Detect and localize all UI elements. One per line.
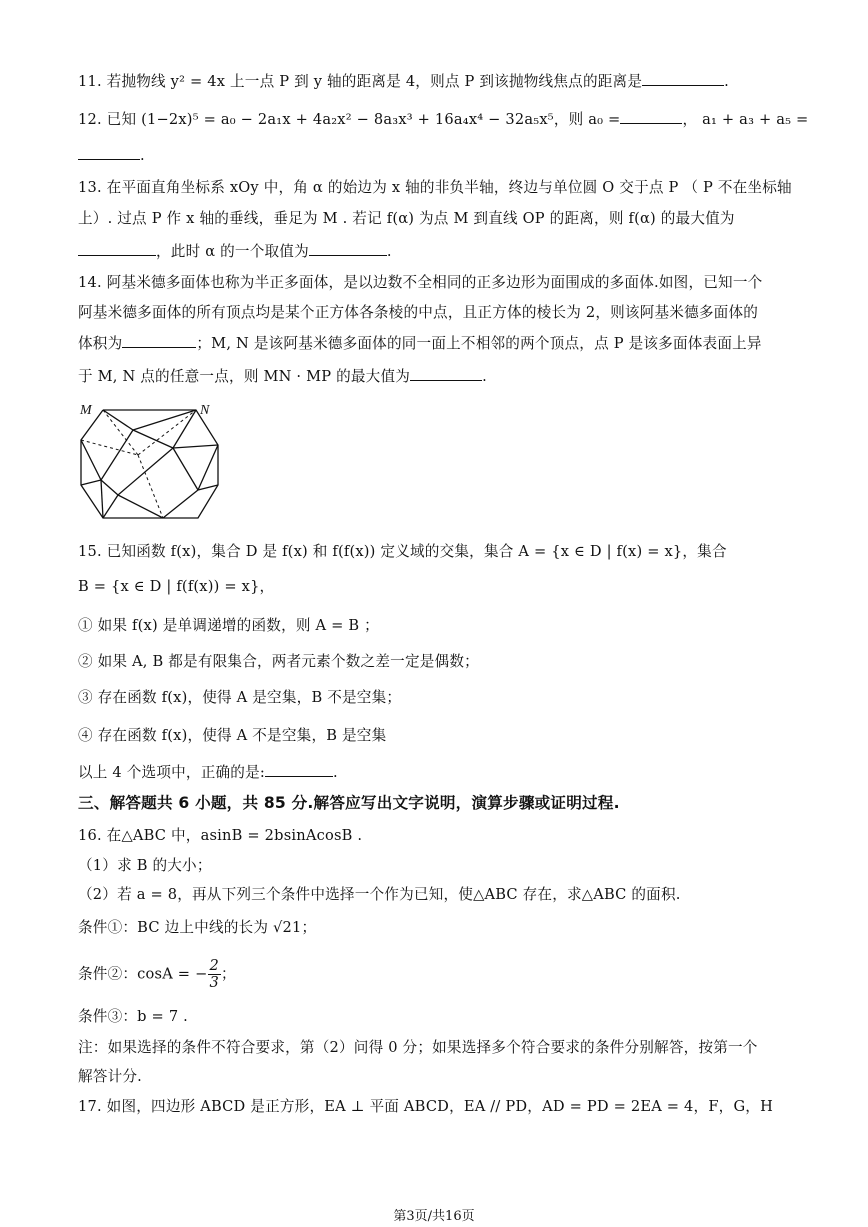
question-13-line-3 — [78, 241, 790, 262]
question-12-mid: ， a₁ + a₃ + a₅ = — [682, 111, 809, 128]
fraction-numerator: 2 — [209, 957, 219, 974]
answer-blank — [78, 241, 156, 256]
answer-blank — [265, 762, 333, 777]
note-line-2: 解答计分. — [78, 1068, 143, 1085]
note-line-1: 注：如果选择的条件不符合要求，第（2）问得 0 分；如果选择多个符合要求的条件分别解答，按第一个 — [78, 1039, 758, 1056]
hidden-edge — [138, 455, 163, 518]
edge — [173, 448, 198, 490]
question-16-part-1: （1）求 B 的大小； — [78, 857, 212, 874]
question-15-option-2: ② 如果 A, B 都是有限集合，两者元素个数之差一定是偶数； — [78, 653, 479, 670]
answer-blank — [122, 333, 196, 348]
question-11 — [78, 71, 790, 92]
condition-2-text: 条件②：cosA = − — [78, 965, 208, 983]
question-12-text: 12. 已知 (1−2x)⁵ = a₀ − 2a₁x + 4a₂x² − 8a₃x³ + 16a₄x⁴ − 32a₅x⁵，则 a₀ = — [78, 111, 621, 128]
question-14-line-4 — [78, 366, 790, 387]
edge — [101, 430, 133, 480]
period: . — [724, 73, 729, 90]
question-17: 17. 如图，四边形 ABCD 是正方形，EA ⊥ 平面 ABCD，EA // PD，AD = PD = 2EA = 4，F，G，H — [78, 1098, 774, 1115]
edge — [103, 410, 133, 430]
question-16-part-2: （2）若 a = 8，再从下列三个条件中选择一个作为已知，使△ABC 存在，求△ABC 的面积. — [78, 886, 681, 903]
cuboctahedron-figure — [78, 400, 223, 525]
answer-blank — [309, 241, 387, 256]
question-14-max: 于 M, N 点的任意一点，则 MN · MP 的最大值为 — [78, 368, 411, 385]
question-12-cont — [78, 145, 790, 166]
question-15-line-2: B = {x ∈ D | f(f(x)) = x}， — [78, 578, 275, 595]
condition-2-end: ； — [221, 965, 236, 983]
condition-3: 条件③：b = 7 . — [78, 1008, 188, 1025]
period: . — [386, 243, 392, 260]
question-14-line-1: 14. 阿基米德多面体也称为半正多面体，是以边数不全相同的正多边形为面围成的多面体.如图，已知一个 — [78, 274, 763, 291]
answer-blank — [78, 145, 140, 160]
question-14-mn: ；M, N 是该阿基米德多面体的同一面上不相邻的两个顶点，点 P 是该多面体表面上异 — [196, 335, 762, 352]
fraction-denominator: 3 — [209, 974, 219, 991]
answer-blank — [642, 71, 724, 86]
answer-blank — [410, 366, 482, 381]
question-11-text: 11. 若抛物线 y² = 4x 上一点 P 到 y 轴的距离是 4，则点 P 到该抛物线焦点的距离是 — [78, 73, 643, 90]
edge — [198, 445, 218, 490]
question-15-line-1: 15. 已知函数 f(x)，集合 D 是 f(x) 和 f(f(x)) 定义域的交集，集合 A = {x ∈ D | f(x) = x}，集合 — [78, 543, 727, 560]
question-13-line-1: 13. 在平面直角坐标系 xOy 中，角 α 的始边为 x 轴的非负半轴，终边与单位圆 O 交于点 P （ P 不在坐标轴 — [78, 179, 792, 196]
question-13-line-2: 上）. 过点 P 作 x 轴的垂线，垂足为 M . 若记 f(α) 为点 M 到直线 OP 的距离，则 f(α) 的最大值为 — [78, 210, 735, 227]
period: . — [333, 764, 338, 781]
question-15-option-3: ③ 存在函数 f(x)，使得 A 是空集，B 不是空集； — [78, 689, 402, 706]
hidden-edge — [81, 440, 138, 455]
answer-blank — [620, 109, 682, 124]
edge — [81, 440, 101, 480]
question-12 — [78, 109, 809, 130]
question-14-volume: 体积为 — [78, 335, 123, 352]
hidden-edge — [138, 410, 196, 455]
label-m: M — [80, 403, 92, 418]
edge — [133, 410, 196, 430]
edge — [101, 480, 103, 518]
edge — [118, 495, 163, 518]
question-15-ask — [78, 762, 790, 783]
question-14-line-2: 阿基米德多面体的所有顶点均是某个正方体各条棱的中点，且正方体的棱长为 2，则该阿基米德多面体的 — [78, 304, 759, 321]
section-3-heading: 三、解答题共 6 小题，共 85 分.解答应写出文字说明，演算步骤或证明过程. — [78, 794, 620, 812]
edge — [103, 495, 118, 518]
fraction — [208, 958, 222, 991]
edge — [118, 448, 173, 495]
question-16: 16. 在△ABC 中，asinB = 2bsinAcosB . — [78, 827, 363, 844]
condition-2 — [78, 958, 790, 991]
edge — [173, 445, 218, 448]
question-15-option-4: ④ 存在函数 f(x)，使得 A 不是空集，B 是空集 — [78, 727, 387, 744]
edge — [81, 480, 101, 485]
question-14-line-3 — [78, 333, 790, 354]
hidden-edge — [103, 410, 138, 455]
period: . — [482, 368, 487, 385]
question-13-mid: ，此时 α 的一个取值为 — [156, 243, 309, 260]
page-footer: 第3页/共16页 — [393, 1209, 475, 1224]
edge — [101, 480, 118, 495]
condition-1: 条件①：BC 边上中线的长为 √21； — [78, 919, 317, 936]
edge — [163, 490, 198, 518]
period: . — [140, 147, 145, 164]
question-15-ask-text: 以上 4 个选项中，正确的是: — [78, 764, 266, 781]
label-n: N — [200, 403, 210, 418]
question-15-option-1: ① 如果 f(x) 是单调递增的函数，则 A = B ； — [78, 617, 379, 634]
